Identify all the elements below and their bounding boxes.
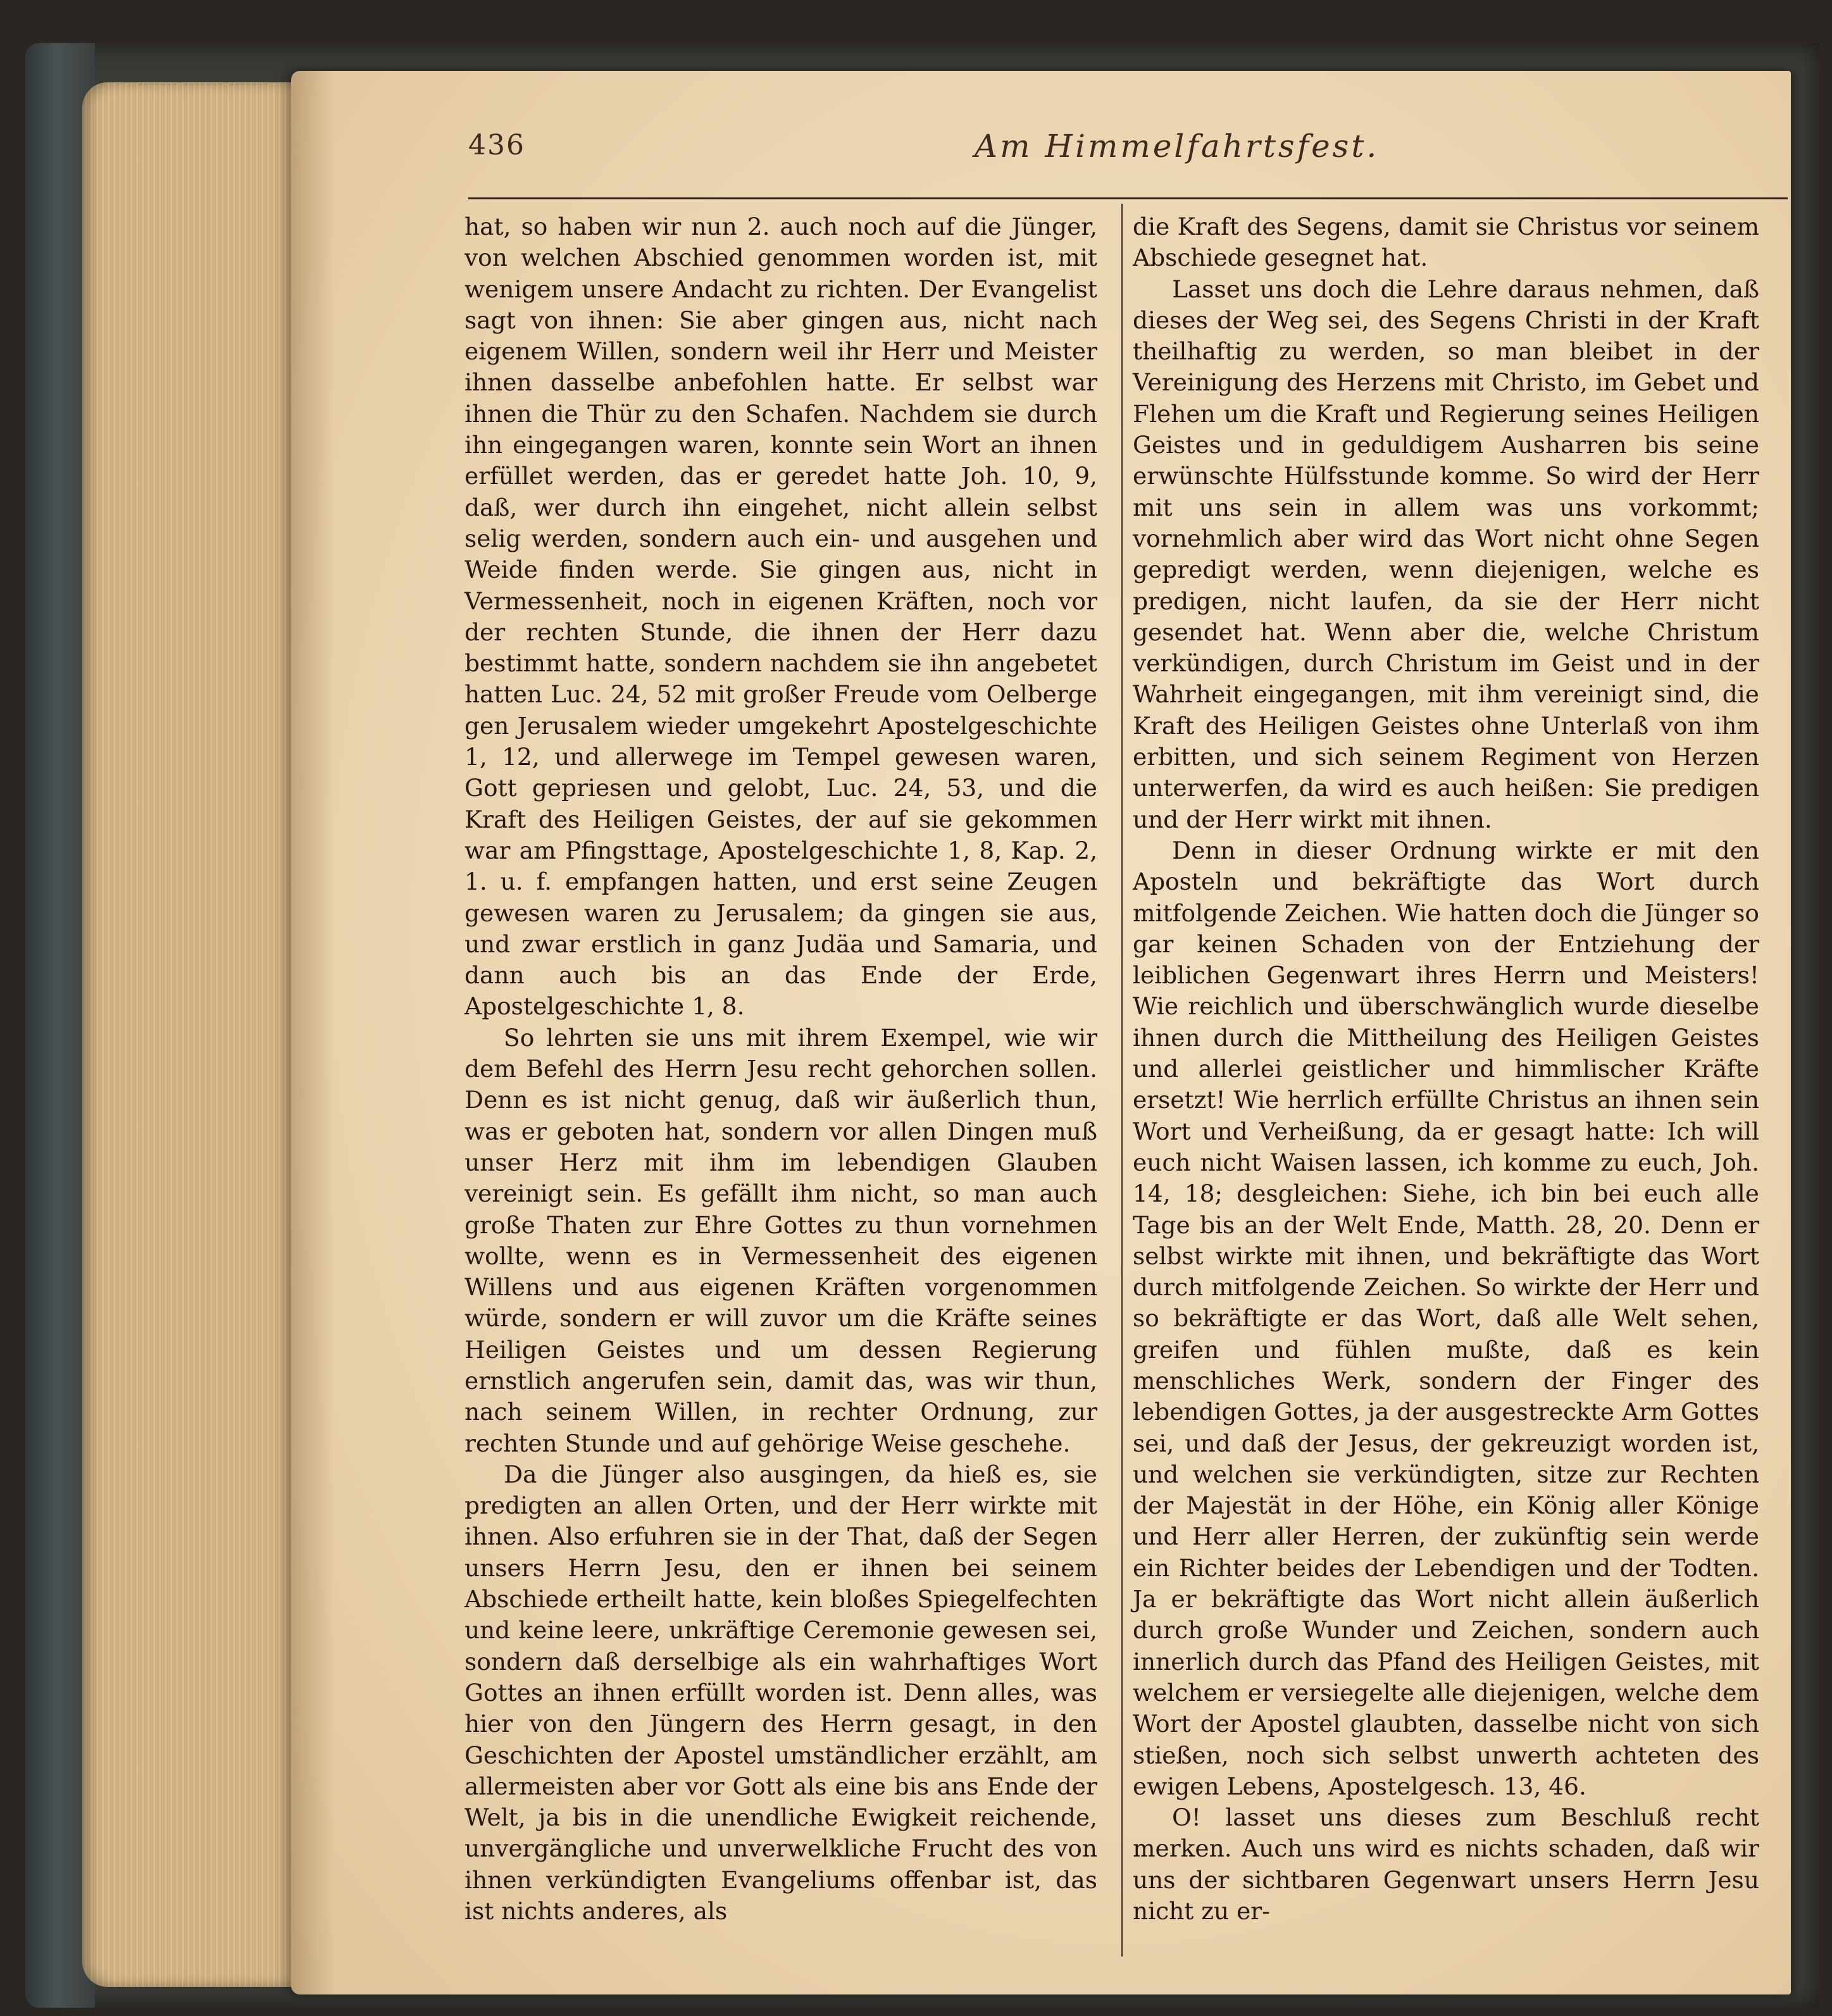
paragraph: die Kraft des Segens, damit sie Christus vor seinem Abschiede gesegnet hat.	[1133, 213, 1759, 272]
page-number: 436	[468, 129, 525, 161]
paragraph: O! lasset uns dieses zum Beschluß recht merken. Auch uns wird es nichts schaden, daß wir uns der sichtbaren Gegenwart unsers Herrn Jesu nicht zu er-	[1133, 1803, 1759, 1926]
page-edges	[82, 82, 316, 1987]
paragraph: So lehrten sie uns mit ihrem Exempel, wie wir dem Befehl des Herrn Jesu recht gehorchen sollen. Denn es ist nicht genug, daß wir äußerlich thun, was er geboten hat, sondern vor allen Dingen muß unser Herz mit ihm im lebendigen Glauben vereinigt sein. Es gefällt ihm nicht, so man auch große Thaten zur Ehre Gottes zu thun vornehmen wollte, wenn es in Vermessenheit des eigenen Willens und aus eigenen Kräften vorgenommen würde, sondern er will zuvor um die Kräfte seines Heiligen Geistes und um dessen Regierung ernstlich angerufen sein, damit das, was wir thun, nach seinem Willen, in rechter Ordnung, zur rechten Stunde und auf gehörige Weise geschehe.	[464, 1023, 1097, 1457]
gutter-shadow	[291, 71, 335, 1994]
left-column	[464, 211, 1097, 1927]
header-rule	[468, 197, 1788, 199]
paragraph: hat, so haben wir nun 2. auch noch auf die Jünger, von welchen Abschied genommen worden ist, mit wenigem unsere Andacht zu richten. Der Evangelist sagt von ihnen: Sie aber gingen aus, nicht nach eigenem Willen, sondern weil ihr Herr und Meister ihnen dasselbe anbefohlen hatte. Er selbst war ihnen die Thür zu den Schafen. Nachdem sie durch ihn eingegangen waren, konnte sein Wort an ihnen erfüllet werden, das er geredet hatte Joh. 10, 9, daß, wer durch ihn eingehet, nicht allein selbst selig werden, sondern auch ein- und ausgehen und Weide finden werde. Sie gingen aus, nicht in Vermessenheit, noch in eigenen Kräften, noch vor der rechten Stunde, die ihnen der Herr dazu bestimmt hatte, sondern nachdem sie ihn angebetet hatten Luc. 24, 52 mit großer Freude vom Oelberge gen Jerusalem wieder umgekehrt Apostelgeschichte 1, 12, und allerwege im Tempel gewesen waren, Gott gepriesen und gelobt, Luc. 24, 53, und die Kraft des Heiligen Geistes, der auf sie gekommen war am Pfingsttage, Apostelgeschichte 1, 8, Kap. 2, 1. u. f. empfangen hatten, und erst seine Zeugen gewesen waren zu Jerusalem; da gingen sie aus, und zwar erstlich in ganz Judäa und Samaria, und dann auch bis an das Ende der Erde, Apostelgeschichte 1, 8.	[464, 213, 1097, 1021]
column-divider	[1121, 204, 1123, 1957]
running-head-title: Am Himmelfahrtsfest.	[975, 128, 1380, 165]
right-column	[1133, 211, 1759, 1927]
paragraph: Denn in dieser Ordnung wirkte er mit den Aposteln und bekräftigte das Wort durch mitfolgende Zeichen. Wie hatten doch die Jünger so gar keinen Schaden von der Entziehung der leiblichen Gegenwart ihres Herrn und Meisters! Wie reichlich und überschwänglich wurde dieselbe ihnen durch die Mittheilung des Heiligen Geistes und allerlei geistlicher und himmlischer Kräfte ersetzt! Wie herrlich erfüllte Christus an ihnen sein Wort und Verheißung, da er gesagt hatte: Ich will euch nicht Waisen lassen, ich komme zu euch, Joh. 14, 18; desgleichen: Siehe, ich bin bei euch alle Tage bis an der Welt Ende, Matth. 28, 20. Denn er selbst wirkte mit ihnen, und bekräftigte das Wort durch mitfolgende Zeichen. So wirkte der Herr und so bekräftigte er das Wort, daß alle Welt sehen, greifen und fühlen mußte, daß es kein menschliches Werk, sondern der Finger des lebendigen Gottes, ja der ausgestreckte Arm Gottes sei, und daß der Jesus, der gekreuzigt worden ist, und welchen sie verkündigten, sitze zur Rechten der Majestät in der Höhe, ein König aller Könige und Herr aller Herren, der zukünftig sein werde ein Richter beides der Lebendigen und der Todten. Ja er bekräftigte das Wort nicht allein äußerlich durch große Wunder und Zeichen, sondern auch innerlich durch das Pfand des Heiligen Geistes, mit welchem er versiegelte alle diejenigen, welche dem Wort der Apostel glaubten, dasselbe nicht von sich stießen, noch sich selbst unwerth achteten des ewigen Lebens, Apostelgesch. 13, 46.	[1133, 836, 1759, 1800]
book-page	[291, 71, 1791, 1994]
paragraph: Da die Jünger also ausgingen, da hieß es, sie predigten an allen Orten, und der Herr wirkte mit ihnen. Also erfuhren sie in der That, daß der Segen unsers Herrn Jesu, den er ihnen bei seinem Abschiede ertheilt hatte, kein bloßes Spiegelfechten und keine leere, unkräftige Ceremonie gewesen sei, sondern daß derselbige als ein wahrhaftiges Wort Gottes an ihnen erfüllt worden ist. Denn alles, was hier von den Jüngern des Herrn gesagt, in den Geschichten der Apostel umständlicher erzählt, am allermeisten aber vor Gott als eine bis ans Ende der Welt, ja bis in die unendliche Ewigkeit reichende, unvergängliche und unverwelkliche Frucht des von ihnen verkündigten Evangeliums offenbar ist, das ist nichts anderes, als	[464, 1460, 1097, 1926]
paragraph: Lasset uns doch die Lehre daraus nehmen, daß dieses der Weg sei, des Segens Christi in der Kraft theilhaftig zu werden, so man bleibet in der Vereinigung des Herzens mit Christo, im Gebet und Flehen um die Kraft und Regierung seines Heiligen Geistes und in geduldigem Ausharren bis seine erwünschte Hülfsstunde komme. So wird der Herr mit uns sein in allem was uns vorkommt; vornehmlich aber wird das Wort nicht ohne Segen gepredigt werden, wenn diejenigen, welche es predigen, nicht laufen, da sie der Herr nicht gesendet hat. Wenn aber die, welche Christum verkündigen, durch Christum im Geist und in der Wahrheit eingegangen, mit ihm vereinigt sind, die Kraft des Heiligen Geistes ohne Unterlaß von ihm erbitten, und sich seinem Regiment von Herzen unterwerfen, da wird es auch heißen: Sie predigen und der Herr wirkt mit ihnen.	[1133, 275, 1759, 833]
